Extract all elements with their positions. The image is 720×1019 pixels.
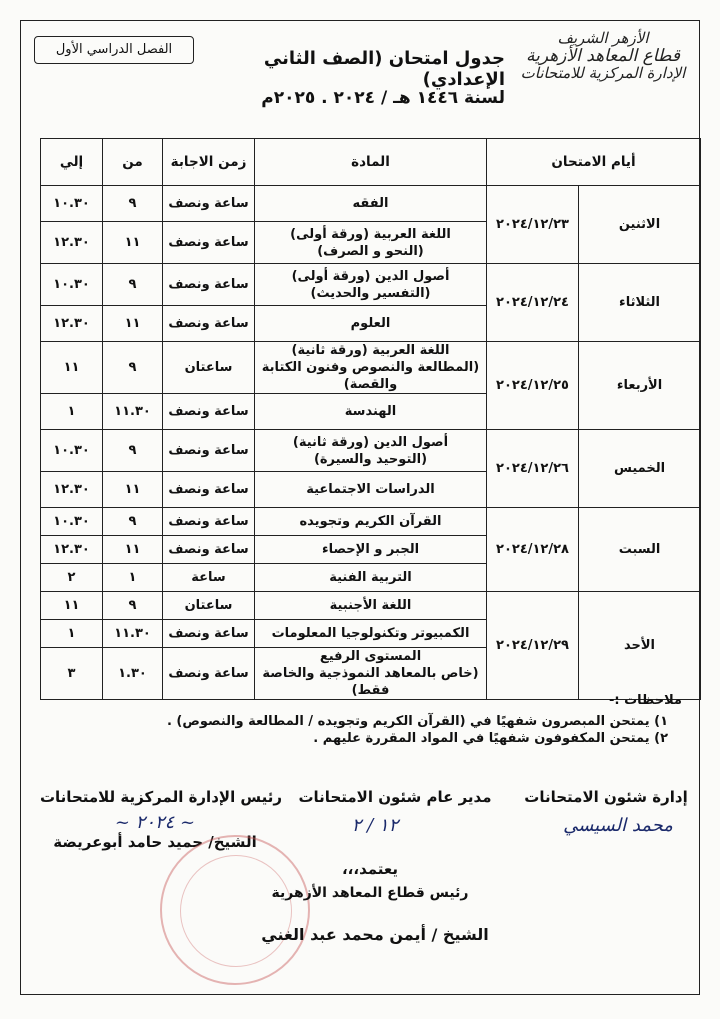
- header-day: أيام الامتحان: [487, 139, 701, 186]
- term-label: الفصل الدراسي الأول: [34, 36, 194, 64]
- subject-line: الكمبيوتر وتكنولوجيا المعلومات: [271, 626, 470, 641]
- duration-cell: ساعة: [163, 564, 255, 592]
- signature-central-head-title: رئيس الإدارة المركزية للامتحانات: [39, 788, 283, 806]
- from-cell: ١١: [103, 536, 163, 564]
- from-cell: ٩: [103, 264, 163, 306]
- from-cell: ١١: [103, 472, 163, 508]
- subject-cell: [255, 306, 487, 342]
- to-cell: ٢: [41, 564, 103, 592]
- academic-year: لسنة ١٤٤٦ هـ / ٢٠٢٤ . ٢٠٢٥م: [261, 88, 505, 108]
- azhar-logo: [508, 30, 698, 82]
- day-cell: الثلاثاء: [579, 264, 701, 342]
- date-cell: ٢٠٢٤/١٢/٢٤: [487, 264, 579, 342]
- logo-line: قطاع المعاهد الأزهرية: [525, 45, 681, 66]
- table-row: [41, 342, 701, 394]
- from-cell: ٩: [103, 186, 163, 222]
- duration-cell: ساعتان: [163, 592, 255, 620]
- duration-cell: ساعة ونصف: [163, 536, 255, 564]
- table-row: [41, 508, 701, 536]
- note-item: ٢) يمتحن المكفوفون شفهيًا في المواد المقررة عليهم .: [313, 731, 668, 746]
- to-cell: ١١: [41, 342, 103, 394]
- subject-cell: [255, 648, 487, 700]
- subject-cell: [255, 472, 487, 508]
- exam-schedule-table: [40, 138, 701, 700]
- signature-dept-handwritten: محمد السيسي: [563, 815, 673, 836]
- duration-cell: ساعة ونصف: [163, 306, 255, 342]
- duration-cell: ساعة ونصف: [163, 648, 255, 700]
- subject-line: (التوحيد والسيرة): [313, 451, 428, 467]
- subject-line: الدراسات الاجتماعية: [306, 482, 435, 497]
- duration-cell: ساعة ونصف: [163, 222, 255, 264]
- duration-cell: ساعة ونصف: [163, 186, 255, 222]
- duration-cell: ساعة ونصف: [163, 430, 255, 472]
- subject-line: اللغة الأجنبية: [329, 598, 412, 613]
- from-cell: ١١.٣٠: [103, 394, 163, 430]
- subject-line: العلوم: [350, 316, 391, 331]
- table-header-row: [41, 139, 701, 186]
- to-cell: ٣: [41, 648, 103, 700]
- subject-line: أصول الدين (ورقة أولى): [291, 268, 450, 284]
- signature-general-manager-title: مدير عام شئون الامتحانات: [298, 788, 492, 806]
- to-cell: ١١: [41, 592, 103, 620]
- subject-cell: [255, 394, 487, 430]
- sector-head-name: الشيخ / أيمن محمد عبد الغني: [261, 925, 489, 944]
- day-cell: الاثنين: [579, 186, 701, 264]
- header-from: من: [103, 139, 163, 186]
- subject-cell: [255, 342, 487, 394]
- subject-cell: [255, 620, 487, 648]
- from-cell: ٩: [103, 508, 163, 536]
- approval-label: يعتمد،،،: [341, 860, 399, 878]
- to-cell: ١٠.٣٠: [41, 264, 103, 306]
- duration-cell: ساعة ونصف: [163, 620, 255, 648]
- duration-cell: ساعة ونصف: [163, 508, 255, 536]
- notes-section: [42, 693, 682, 748]
- logo-line: الأزهر الشريف: [557, 29, 649, 47]
- signature-mark-icon: ~ ٢٠٢٤ ~: [114, 812, 196, 833]
- subject-line: المستوى الرفيع: [319, 649, 422, 664]
- to-cell: ١٢.٣٠: [41, 472, 103, 508]
- subject-line: أصول الدين (ورقة ثانية): [292, 434, 449, 450]
- from-cell: ٩: [103, 342, 163, 394]
- day-cell: الأربعاء: [579, 342, 701, 430]
- table-row: [41, 592, 701, 620]
- to-cell: ١٠.٣٠: [41, 430, 103, 472]
- header-duration: زمن الاجابة: [163, 139, 255, 186]
- header-to: إلي: [41, 139, 103, 186]
- from-cell: ١١.٣٠: [103, 620, 163, 648]
- table-row: [41, 430, 701, 472]
- subject-line: الهندسة: [344, 404, 397, 419]
- header-subject: المادة: [255, 139, 487, 186]
- to-cell: ١: [41, 394, 103, 430]
- subject-line: (التفسير والحديث): [310, 285, 431, 301]
- from-cell: ١.٣٠: [103, 648, 163, 700]
- date-cell: ٢٠٢٤/١٢/٢٥: [487, 342, 579, 430]
- logo-line: الإدارة المركزية للامتحانات: [520, 64, 686, 83]
- sector-head-title: رئيس قطاع المعاهد الأزهرية: [271, 885, 469, 901]
- subject-line: الفقه: [352, 196, 389, 211]
- to-cell: ١٢.٣٠: [41, 306, 103, 342]
- date-cell: ٢٠٢٤/١٢/٢٣: [487, 186, 579, 264]
- to-cell: ١٠.٣٠: [41, 508, 103, 536]
- from-cell: ١١: [103, 306, 163, 342]
- signature-mark-icon: ۲ / ۱۲: [351, 815, 399, 836]
- date-cell: ٢٠٢٤/١٢/٢٨: [487, 508, 579, 592]
- subject-line: اللغة العربية (ورقة ثانية): [291, 343, 450, 358]
- subject-line: التربية الفنية: [329, 570, 412, 585]
- subject-cell: [255, 222, 487, 264]
- signature-dept-title: إدارة شئون الامتحانات: [524, 788, 688, 806]
- subject-line: اللغة العربية (ورقة أولى): [290, 226, 451, 242]
- day-cell: السبت: [579, 508, 701, 592]
- subject-cell: [255, 508, 487, 536]
- date-cell: ٢٠٢٤/١٢/٢٦: [487, 430, 579, 508]
- subject-line: (النحو و الصرف): [317, 243, 424, 259]
- subject-cell: [255, 592, 487, 620]
- subject-cell: [255, 564, 487, 592]
- to-cell: ١: [41, 620, 103, 648]
- to-cell: ١٢.٣٠: [41, 536, 103, 564]
- official-seal-icon: [160, 835, 310, 985]
- subject-cell: [255, 536, 487, 564]
- to-cell: ١٠.٣٠: [41, 186, 103, 222]
- day-cell: الأحد: [579, 592, 701, 700]
- table-row: [41, 264, 701, 306]
- table-row: [41, 186, 701, 222]
- subject-line: الجبر و الإحصاء: [321, 542, 420, 557]
- subject-cell: [255, 186, 487, 222]
- subject-line: (خاص بالمعاهد النموذجية والخاصة فقط): [262, 666, 479, 698]
- from-cell: ١١: [103, 222, 163, 264]
- to-cell: ١٢.٣٠: [41, 222, 103, 264]
- page-title: جدول امتحان (الصف الثاني الإعدادي): [263, 48, 505, 90]
- date-cell: ٢٠٢٤/١٢/٢٩: [487, 592, 579, 700]
- notes-heading: ملاحظات :-: [608, 693, 682, 708]
- subject-line: القرآن الكريم وتجويده: [299, 514, 442, 529]
- from-cell: ٩: [103, 592, 163, 620]
- subject-cell: [255, 430, 487, 472]
- duration-cell: ساعة ونصف: [163, 472, 255, 508]
- signature-central-head-name: الشيخ/ حميد حامد أبوعريضة: [53, 833, 257, 851]
- subject-cell: [255, 264, 487, 306]
- duration-cell: ساعة ونصف: [163, 394, 255, 430]
- duration-cell: ساعة ونصف: [163, 264, 255, 306]
- from-cell: ١: [103, 564, 163, 592]
- duration-cell: ساعتان: [163, 342, 255, 394]
- subject-line: (المطالعة والنصوص وفنون الكتابة والقصة): [261, 360, 480, 392]
- note-item: ١) يمتحن المبصرون شفهيًا في (القرآن الكريم وتجويده / المطالعة والنصوص) .: [166, 714, 668, 729]
- from-cell: ٩: [103, 430, 163, 472]
- day-cell: الخميس: [579, 430, 701, 508]
